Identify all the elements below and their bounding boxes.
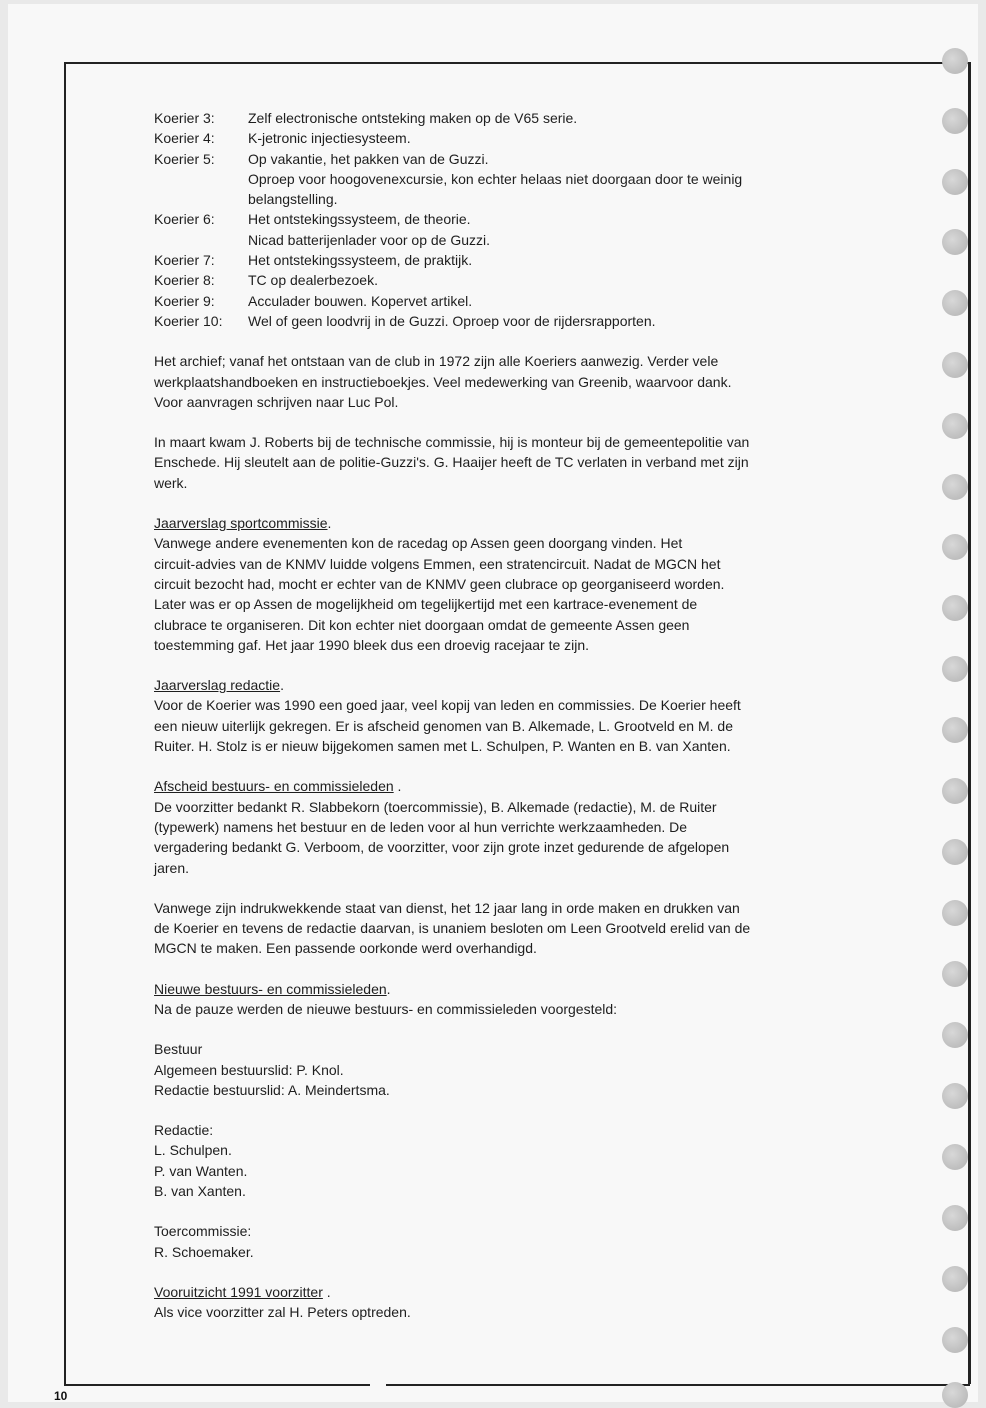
text-line: circuit-advies van de KNMV luidde volgens Emmen, een stratencircuit. Nadat de MGCN het xyxy=(154,555,721,572)
text-line: Wel of geen loodvrij in de Guzzi. Oproep voor de rijdersrapporten. xyxy=(248,312,656,329)
koerier-label: Koerier 9: xyxy=(154,292,215,309)
text-line: Vanwege zijn indrukwekkende staat van dienst, het 12 jaar lang in orde maken en drukken van xyxy=(154,899,740,916)
text-line: B. van Xanten. xyxy=(154,1183,246,1200)
binding-hole-icon xyxy=(942,352,968,378)
text-line: werk. xyxy=(154,474,188,491)
vooruitzicht-section xyxy=(154,1282,874,1323)
binding-holes xyxy=(942,44,972,1402)
text-line: De voorzitter bedankt R. Slabbekorn (toercommissie), B. Alkemade (redactie), M. de Ruiter xyxy=(154,798,717,815)
page-number: 10 xyxy=(54,1389,68,1403)
koerier-description xyxy=(248,209,874,250)
sport-section xyxy=(154,513,874,655)
text-line: R. Schoemaker. xyxy=(154,1243,254,1260)
frame-border-bottom xyxy=(386,1384,970,1386)
text-line: MGCN te maken. Een passende oorkonde werd overhandigd. xyxy=(154,940,537,957)
binding-hole-icon xyxy=(942,900,968,926)
text-line: de Koerier en tevens de redactie daarvan, is unaniem besloten om Leen Grootveld erelid van de xyxy=(154,920,751,937)
section-heading: Vooruitzicht 1991 voorzitter xyxy=(154,1283,323,1300)
text-line: werkplaatshandboeken en instructieboekjes. Veel medewerking van Greenib, waarvoor dank. xyxy=(154,373,732,390)
text-line: jaren. xyxy=(154,859,190,876)
afscheid-section xyxy=(154,776,874,877)
text-line: Algemeen bestuurslid: P. Knol. xyxy=(154,1061,344,1078)
nieuwe-section xyxy=(154,979,874,1020)
grootveld-paragraph xyxy=(154,898,874,959)
text-line: Bestuur xyxy=(154,1041,203,1058)
afscheid-text xyxy=(154,797,874,878)
text-line: Enschede. Hij sleutelt aan de politie-Guzzi's. G. Haaijer heeft de TC verlaten in verband met zijn xyxy=(154,454,749,471)
archief-paragraph xyxy=(154,351,874,412)
roberts-paragraph xyxy=(154,432,874,493)
section-heading: Afscheid bestuurs- en commissieleden xyxy=(154,778,394,795)
section-heading: Nieuwe bestuurs- en commissieleden xyxy=(154,980,387,997)
koerier-label: Koerier 4: xyxy=(154,130,215,147)
text-line: Vanwege andere evenementen kon de racedag op Assen geen doorgang vinden. Het xyxy=(154,535,683,552)
binding-hole-icon xyxy=(942,1382,968,1408)
text-line: K-jetronic injectiesysteem. xyxy=(248,130,411,147)
document-body xyxy=(154,108,874,1323)
text-line: Redactie bestuurslid: A. Meindertsma. xyxy=(154,1081,390,1098)
text-line: In maart kwam J. Roberts bij de technische commissie, hij is monteur bij de gemeentepolitie van xyxy=(154,434,750,451)
vooruitzicht-heading-line xyxy=(154,1282,874,1302)
text-line: Redactie: xyxy=(154,1122,214,1139)
text-line: Voor aanvragen schrijven naar Luc Pol. xyxy=(154,393,399,410)
heading-suffix: . xyxy=(280,677,284,694)
binding-hole-icon xyxy=(942,1022,968,1048)
binding-hole-icon xyxy=(942,1144,968,1170)
text-line: Voor de Koerier was 1990 een goed jaar, veel kopij van leden en commissies. De Koerier heeft xyxy=(154,697,741,714)
koerier-item xyxy=(154,291,874,311)
text-line: (typewerk) namens het bestuur en de leden voor al hun verrichte werkzaamheden. De xyxy=(154,818,688,835)
redactie-leden-block xyxy=(154,1120,874,1201)
binding-hole-icon xyxy=(942,656,968,682)
redactie-section xyxy=(154,675,874,756)
nieuwe-heading-line xyxy=(154,979,874,999)
heading-suffix: . xyxy=(327,515,332,532)
binding-hole-icon xyxy=(942,413,968,439)
binding-hole-icon xyxy=(942,169,968,195)
text-line: Toercommissie: xyxy=(154,1223,252,1240)
sport-heading-line xyxy=(154,513,874,533)
koerier-label: Koerier 10: xyxy=(154,312,223,329)
vooruitzicht-text xyxy=(154,1302,874,1322)
text-line: Het ontstekingssysteem, de praktijk. xyxy=(248,252,473,269)
heading-suffix: . xyxy=(386,980,391,997)
text-line: TC op dealerbezoek. xyxy=(248,272,378,289)
text-line: Zelf electronische ontsteking maken op de V65 serie. xyxy=(248,110,578,126)
text-line: Het archief; vanaf het ontstaan van de club in 1972 zijn alle Koeriers aanwezig. Verder vele xyxy=(154,353,719,370)
text-line: circuit bezocht had, mocht er echter van de KNMV geen clubrace op georganiseerd worden. xyxy=(154,575,725,592)
binding-hole-icon xyxy=(942,229,968,255)
koerier-description xyxy=(248,108,874,128)
koerier-description xyxy=(248,128,874,148)
text-line: Ruiter. H. Stolz is er nieuw bijgekomen samen met L. Schulpen, P. Wanten en B. van Xanten. xyxy=(154,738,731,755)
heading-suffix: . xyxy=(322,1283,331,1300)
binding-hole-icon xyxy=(942,534,968,560)
text-line: vergadering bedankt G. Verboom, de voorzitter, voor zijn grote inzet gedurende de afgelopen xyxy=(154,839,730,856)
binding-hole-icon xyxy=(942,1083,968,1109)
binding-hole-icon xyxy=(942,1266,968,1292)
text-line: Later was er op Assen de mogelijkheid om tegelijkertijd met een kartrace-evenement de xyxy=(154,596,698,613)
koerier-description xyxy=(248,250,874,270)
text-line: Als vice voorzitter zal H. Peters optreden. xyxy=(154,1304,411,1321)
koerier-item xyxy=(154,250,874,270)
toercommissie-block xyxy=(154,1221,874,1262)
text-line: een nieuw uiterlijk gekregen. Er is afscheid genomen van B. Alkemade, L. Grootveld en M. de xyxy=(154,717,733,734)
frame-border-left xyxy=(64,62,66,1384)
text-line: Acculader bouwen. Kopervet artikel. xyxy=(248,292,473,309)
text-line: Nicad batterijenlader voor op de Guzzi. xyxy=(248,231,491,248)
koerier-description xyxy=(248,311,874,331)
binding-hole-icon xyxy=(942,778,968,804)
bestuur-block xyxy=(154,1039,874,1100)
koerier-item xyxy=(154,149,874,210)
nieuwe-text xyxy=(154,999,874,1019)
koerier-item xyxy=(154,270,874,290)
koerier-item xyxy=(154,108,874,128)
sport-text xyxy=(154,533,874,655)
binding-hole-icon xyxy=(942,1327,968,1353)
frame-border-top xyxy=(64,62,970,64)
text-line: Het ontstekingssysteem, de theorie. xyxy=(248,211,471,228)
koerier-item xyxy=(154,311,874,331)
text-line: P. van Wanten. xyxy=(154,1162,248,1179)
binding-hole-icon xyxy=(942,717,968,743)
binding-hole-icon xyxy=(942,108,968,134)
binding-hole-icon xyxy=(942,595,968,621)
text-line: Oproep voor hoogovenexcursie, kon echter helaas niet doorgaan door te weinig xyxy=(248,170,743,187)
redactie-text xyxy=(154,695,874,756)
text-line: Op vakantie, het pakken van de Guzzi. xyxy=(248,150,489,167)
koerier-description xyxy=(248,270,874,290)
section-heading: Jaarverslag redactie xyxy=(154,677,281,694)
koerier-description xyxy=(248,149,874,210)
text-line: L. Schulpen. xyxy=(154,1142,232,1159)
binding-hole-icon xyxy=(942,961,968,987)
redactie-heading-line xyxy=(154,675,874,695)
koerier-item xyxy=(154,209,874,250)
koerier-description xyxy=(248,291,874,311)
afscheid-heading-line xyxy=(154,776,874,796)
koerier-label: Koerier 5: xyxy=(154,150,215,167)
koerier-label: Koerier 8: xyxy=(154,272,215,289)
text-line: belangstelling. xyxy=(248,191,338,208)
heading-suffix: . xyxy=(393,778,402,795)
text-line: Na de pauze werden de nieuwe bestuurs- en commissieleden voorgesteld: xyxy=(154,1000,618,1017)
koerier-label: Koerier 3: xyxy=(154,110,215,126)
binding-hole-icon xyxy=(942,1205,968,1231)
koerier-label: Koerier 7: xyxy=(154,252,215,269)
koerier-list xyxy=(154,108,874,331)
binding-hole-icon xyxy=(942,48,968,74)
koerier-item xyxy=(154,128,874,148)
binding-hole-icon xyxy=(942,839,968,865)
section-heading: Jaarverslag sportcommissie xyxy=(154,515,328,532)
binding-hole-icon xyxy=(942,474,968,500)
frame-border-bottom xyxy=(64,1384,370,1386)
koerier-label: Koerier 6: xyxy=(154,211,215,228)
text-line: toestemming gaf. Het jaar 1990 bleek dus een droevig racejaar te zijn. xyxy=(154,636,590,653)
binding-hole-icon xyxy=(942,290,968,316)
text-line: clubrace te organiseren. Dit kon echter niet doorgaan omdat de gemeente Assen geen xyxy=(154,616,690,633)
